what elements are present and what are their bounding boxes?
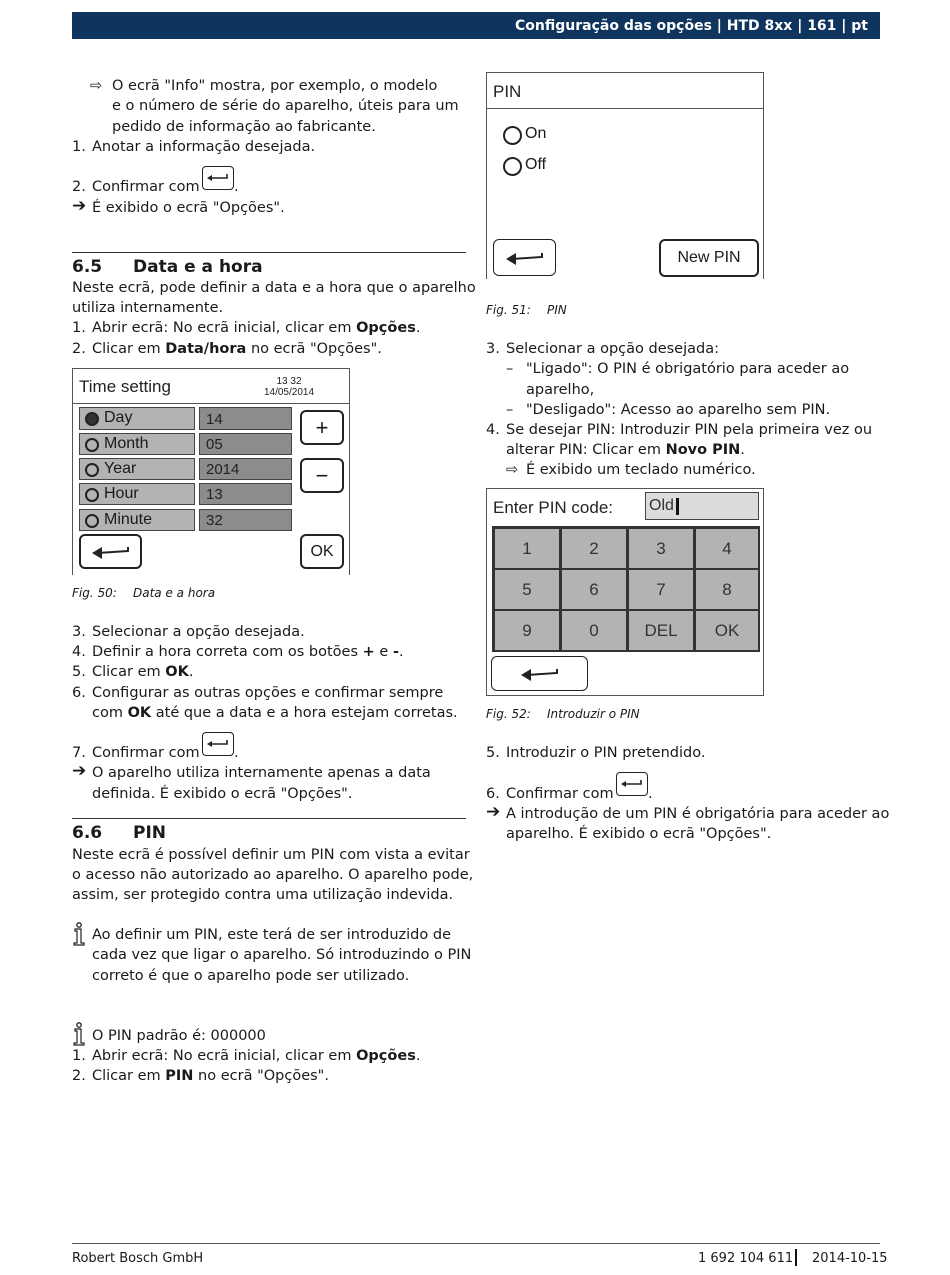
footer-company: Robert Bosch GmbH — [72, 1251, 204, 1266]
keypad-key-0[interactable]: 0 — [561, 610, 627, 651]
paragraph-line: o acesso não autorizado ao aparelho. O aparelho pode, — [72, 867, 474, 883]
result-arrow-icon: ➔ — [72, 761, 87, 781]
note-text: O PIN padrão é: 000000 — [92, 1028, 266, 1044]
radio-selected-icon — [85, 412, 99, 426]
keypad-key-6[interactable]: 6 — [561, 569, 627, 610]
info-icon — [72, 922, 86, 946]
step-number: 3. — [72, 624, 86, 640]
section-heading-6-5: 6.5 Data e a hora — [72, 257, 263, 277]
note-text: Ao definir um PIN, este terá de ser introduzido de — [92, 927, 451, 943]
dash-item: aparelho, — [526, 382, 595, 398]
step-number: 2. — [72, 1068, 86, 1084]
keypad-key-5[interactable]: 5 — [494, 569, 560, 610]
result-text: A introdução de um PIN é obrigatória para aceder ao — [506, 806, 890, 822]
keypad-key-1[interactable]: 1 — [494, 528, 560, 569]
result-text: definida. É exibido o ecrã "Opções". — [92, 786, 353, 802]
step-number: 5. — [486, 745, 500, 761]
keypad-key-3[interactable]: 3 — [628, 528, 694, 569]
minus-button[interactable]: − — [300, 458, 344, 493]
footer-divider — [72, 1243, 880, 1244]
back-arrow-icon — [502, 248, 548, 268]
field-label: Minute — [104, 511, 153, 528]
keypad-key-7[interactable]: 7 — [628, 569, 694, 610]
pin-screen: PIN On Off New PIN — [486, 72, 764, 279]
step-text: alterar PIN: Clicar em Novo PIN. — [506, 442, 745, 458]
keypad-ok-key[interactable]: OK — [695, 610, 759, 651]
time-field-row-month[interactable] — [79, 433, 195, 455]
keypad-key-9[interactable]: 9 — [494, 610, 560, 651]
enter-key-icon — [202, 732, 234, 756]
radio-icon — [503, 126, 522, 145]
back-arrow-icon — [517, 664, 563, 684]
footer-separator — [795, 1249, 797, 1266]
field-value: 32 — [199, 509, 292, 531]
info-icon — [72, 1022, 86, 1046]
step-number: 4. — [72, 644, 86, 660]
hint-arrow-icon: ⇨ — [90, 78, 103, 94]
time-setting-screen — [72, 368, 350, 575]
enter-key-icon — [616, 772, 648, 796]
dash-bullet: – — [506, 402, 514, 418]
note-text: correto é que o aparelho pode ser utilizado. — [92, 968, 410, 984]
back-arrow-icon — [88, 542, 134, 562]
result-text: É exibido o ecrã "Opções". — [92, 200, 285, 216]
step-number: 2. — [72, 179, 86, 195]
time-field-row-year[interactable] — [79, 458, 195, 480]
back-button[interactable] — [491, 656, 588, 691]
intro-info-line: e o número de série do aparelho, úteis para um — [112, 98, 459, 114]
field-value: 13 — [199, 483, 292, 505]
result-arrow-icon: ➔ — [72, 196, 87, 216]
figure-caption: Fig. 50: Data e a hora — [72, 586, 216, 600]
enter-key-icon — [202, 166, 234, 190]
header-title: Configuração das opções | HTD 8xx | 161 | pt — [515, 18, 868, 34]
paragraph-line: utiliza internamente. — [72, 300, 224, 316]
radio-icon — [85, 463, 99, 477]
time-field-row-day[interactable] — [79, 407, 195, 430]
step-text: Anotar a informação desejada. — [92, 139, 316, 155]
step-text: Clicar em Data/hora no ecrã "Opções". — [92, 341, 382, 357]
step-text: Abrir ecrã: No ecrã inicial, clicar em Opções. — [92, 1048, 421, 1064]
step-text: Abrir ecrã: No ecrã inicial, clicar em Opções. — [92, 320, 421, 336]
radio-icon — [503, 157, 522, 176]
result-text: O aparelho utiliza internamente apenas a data — [92, 765, 431, 781]
keypad-delete-key[interactable]: DEL — [628, 610, 694, 651]
intro-info-line: pedido de informação ao fabricante. — [112, 119, 376, 135]
keypad-key-8[interactable]: 8 — [695, 569, 759, 610]
dash-bullet: – — [506, 361, 514, 377]
field-label: Day — [104, 409, 133, 426]
section-divider — [72, 818, 466, 819]
field-label: Year — [104, 460, 137, 477]
step-number: 3. — [486, 341, 500, 357]
keypad-key-4[interactable]: 4 — [695, 528, 759, 569]
text-cursor — [676, 498, 679, 515]
screen-title: Time setting — [79, 377, 171, 396]
time-field-row-minute[interactable] — [79, 509, 195, 531]
step-text: Selecionar a opção desejada: — [506, 341, 719, 357]
dash-item: "Ligado": O PIN é obrigatório para aceder ao — [526, 361, 850, 377]
result-text: É exibido um teclado numérico. — [526, 462, 756, 478]
pin-input-field[interactable]: Old — [645, 492, 759, 520]
step-text: Confirmar com — [92, 745, 200, 761]
section-divider — [72, 252, 466, 253]
step-number: 6. — [486, 786, 500, 802]
dash-item: "Desligado": Acesso ao aparelho sem PIN. — [526, 402, 831, 418]
step-number: 2. — [72, 341, 86, 357]
step-text: Confirmar com — [506, 786, 614, 802]
figure-caption: Fig. 52: Introduzir o PIN — [486, 707, 640, 721]
paragraph-line: assim, ser protegido contra uma utilização indevida. — [72, 887, 454, 903]
keypad-key-2[interactable]: 2 — [561, 528, 627, 569]
screen-title: PIN — [493, 82, 522, 101]
step-text: Introduzir o PIN pretendido. — [506, 745, 706, 761]
field-value: 05 — [199, 433, 292, 455]
step-number: 1. — [72, 139, 86, 155]
result-arrow-icon: ➔ — [486, 802, 501, 822]
radio-icon — [85, 438, 99, 452]
step-number: 1. — [72, 320, 86, 336]
back-button[interactable] — [79, 534, 142, 569]
step-text: Confirmar com — [92, 179, 200, 195]
step-text: Se desejar PIN: Introduzir PIN pela primeira vez ou — [506, 422, 873, 438]
step-text: Definir a hora correta com os botões + e -. — [92, 644, 404, 660]
clock-display: 13 32 14/05/2014 — [263, 376, 315, 398]
numeric-keypad — [492, 526, 760, 652]
paragraph-line: Neste ecrã, pode definir a data e a hora que o aparelho — [72, 280, 476, 296]
hint-arrow-icon: ⇨ — [506, 462, 519, 478]
result-text: aparelho. É exibido o ecrã "Opções". — [506, 826, 772, 842]
step-text: Configurar as outras opções e confirmar sempre — [92, 685, 444, 701]
time-field-row-hour[interactable] — [79, 483, 195, 505]
plus-button[interactable]: + — [300, 410, 344, 445]
step-text: Selecionar a opção desejada. — [92, 624, 305, 640]
step-number: 1. — [72, 1048, 86, 1064]
radio-icon — [85, 514, 99, 528]
figure-caption: Fig. 51: PIN — [486, 303, 567, 317]
field-value: 2014 — [199, 458, 292, 480]
intro-info-line: O ecrã "Info" mostra, por exemplo, o modelo — [112, 78, 438, 94]
step-text: Clicar em OK. — [92, 664, 194, 680]
step-number: 6. — [72, 685, 86, 701]
section-heading-6-6: 6.6 PIN — [72, 823, 167, 843]
step-number: 5. — [72, 664, 86, 680]
step-number: 7. — [72, 745, 86, 761]
note-text: cada vez que ligar o aparelho. Só introduzindo o PIN — [92, 947, 472, 963]
step-text: Clicar em PIN no ecrã "Opções". — [92, 1068, 329, 1084]
footer-date: 2014-10-15 — [812, 1251, 888, 1266]
paragraph-line: Neste ecrã é possível definir um PIN com vista a evitar — [72, 847, 470, 863]
ok-button[interactable]: OK — [300, 534, 344, 569]
back-button[interactable] — [493, 239, 556, 276]
pin-entry-label: Enter PIN code: — [493, 498, 614, 517]
new-pin-button[interactable]: New PIN — [659, 239, 759, 277]
field-label: Month — [104, 435, 149, 452]
pin-entry-screen — [486, 488, 764, 696]
step-text: com OK até que a data e a hora estejam corretas. — [92, 705, 458, 721]
field-label: Hour — [104, 485, 139, 502]
field-value: 14 — [199, 407, 292, 430]
step-number: 4. — [486, 422, 500, 438]
header-bar — [72, 12, 880, 39]
radio-icon — [85, 488, 99, 502]
footer-doc-number: 1 692 104 611 — [698, 1251, 794, 1266]
